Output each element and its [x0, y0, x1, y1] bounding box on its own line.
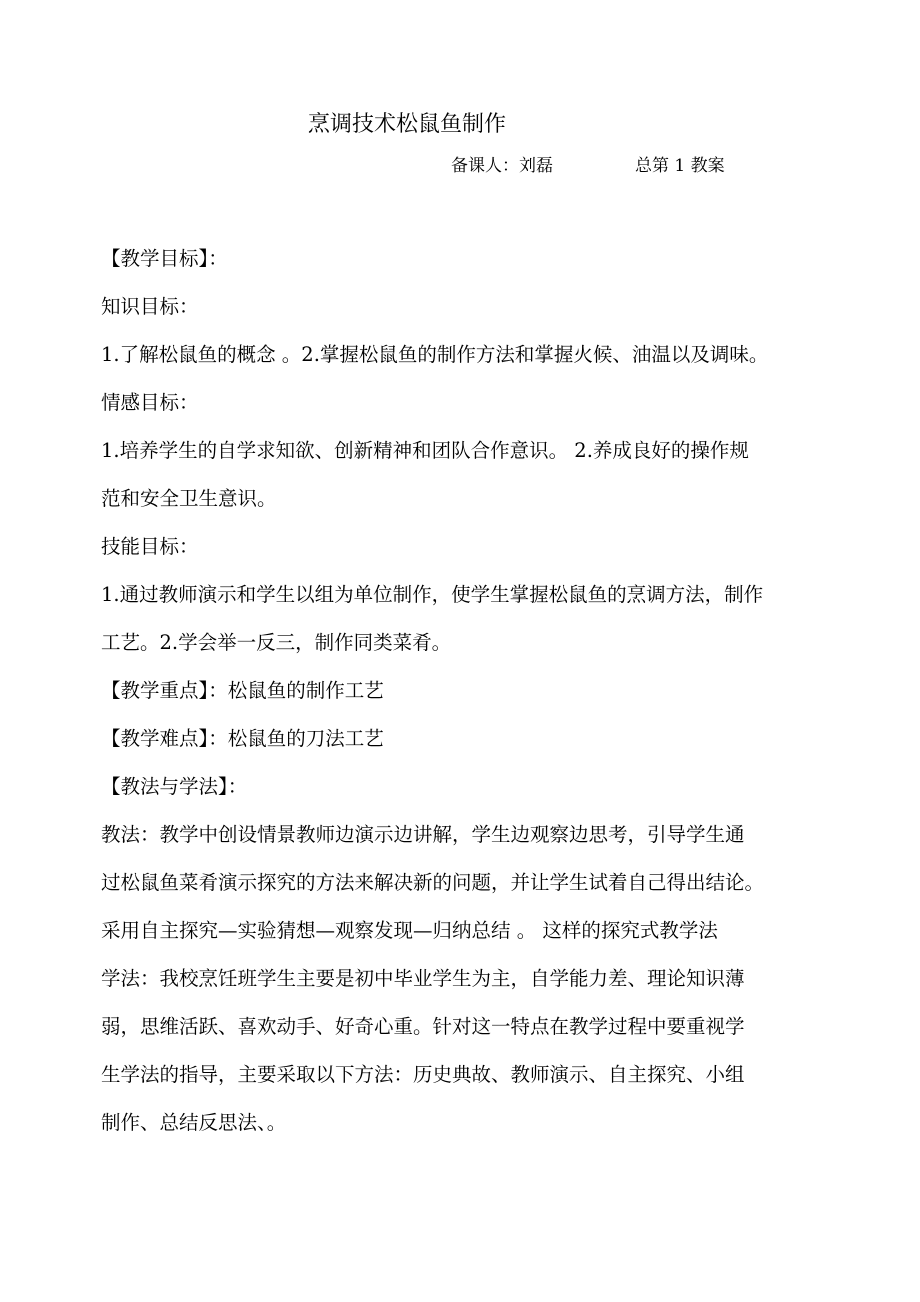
subheading-affective-objectives: 情感目标： [101, 391, 199, 414]
lesson-number: 总第 1 教案 [635, 156, 725, 176]
document-body [101, 235, 841, 1147]
document-title: 烹调技术松鼠鱼制作 [308, 112, 507, 137]
section-heading-key-points: 【教学重点】：松鼠鱼的制作工艺 [101, 679, 384, 702]
paragraph-line: 制作、总结反思法、。 [101, 1111, 287, 1134]
section-heading-difficulties: 【教学难点】：松鼠鱼的刀法工艺 [101, 727, 384, 750]
subheading-skill-objectives: 技能目标： [101, 535, 199, 558]
paragraph-line: 1.了解松鼠鱼的概念 。2.掌握松鼠鱼的制作方法和掌握火候、油温以及调味。 [101, 343, 769, 366]
paragraph-line: 弱，思维活跃、喜欢动手、好奇心重。针对这一特点在教学过程中要重视学 [101, 1015, 745, 1038]
paragraph-line: 生学法的指导，主要采取以下方法：历史典故、教师演示、自主探究、小组 [101, 1063, 745, 1086]
subheading-knowledge-objectives: 知识目标： [101, 295, 199, 318]
paragraph-line: 教法：教学中创设情景教师边演示边讲解，学生边观察边思考，引导学生通 [101, 823, 745, 846]
section-heading-objectives: 【教学目标】： [101, 247, 228, 270]
paragraph-line: 采用自主探究—实验猜想—观察发现—归纳总结 。 这样的探究式教学法 [101, 919, 718, 942]
section-heading-methods: 【教法与学法】： [101, 775, 248, 798]
paragraph-line: 过松鼠鱼菜肴演示探究的方法来解决新的问题，并让学生试着自己得出结论。 [101, 871, 765, 894]
paragraph-line: 工艺。2.学会举一反三，制作同类菜肴。 [101, 631, 452, 654]
paragraph-line: 1.通过教师演示和学生以组为单位制作，使学生掌握松鼠鱼的烹调方法，制作 [101, 583, 764, 606]
preparer-label: 备课人：刘磊 [451, 156, 553, 176]
paragraph-line: 范和安全卫生意识。 [101, 487, 277, 510]
paragraph-line: 学法：我校烹饪班学生主要是初中毕业学生为主，自学能力差、理论知识薄 [101, 967, 745, 990]
paragraph-line: 1.培养学生的自学求知欲、创新精神和团队合作意识。 2.养成良好的操作规 [101, 439, 749, 462]
